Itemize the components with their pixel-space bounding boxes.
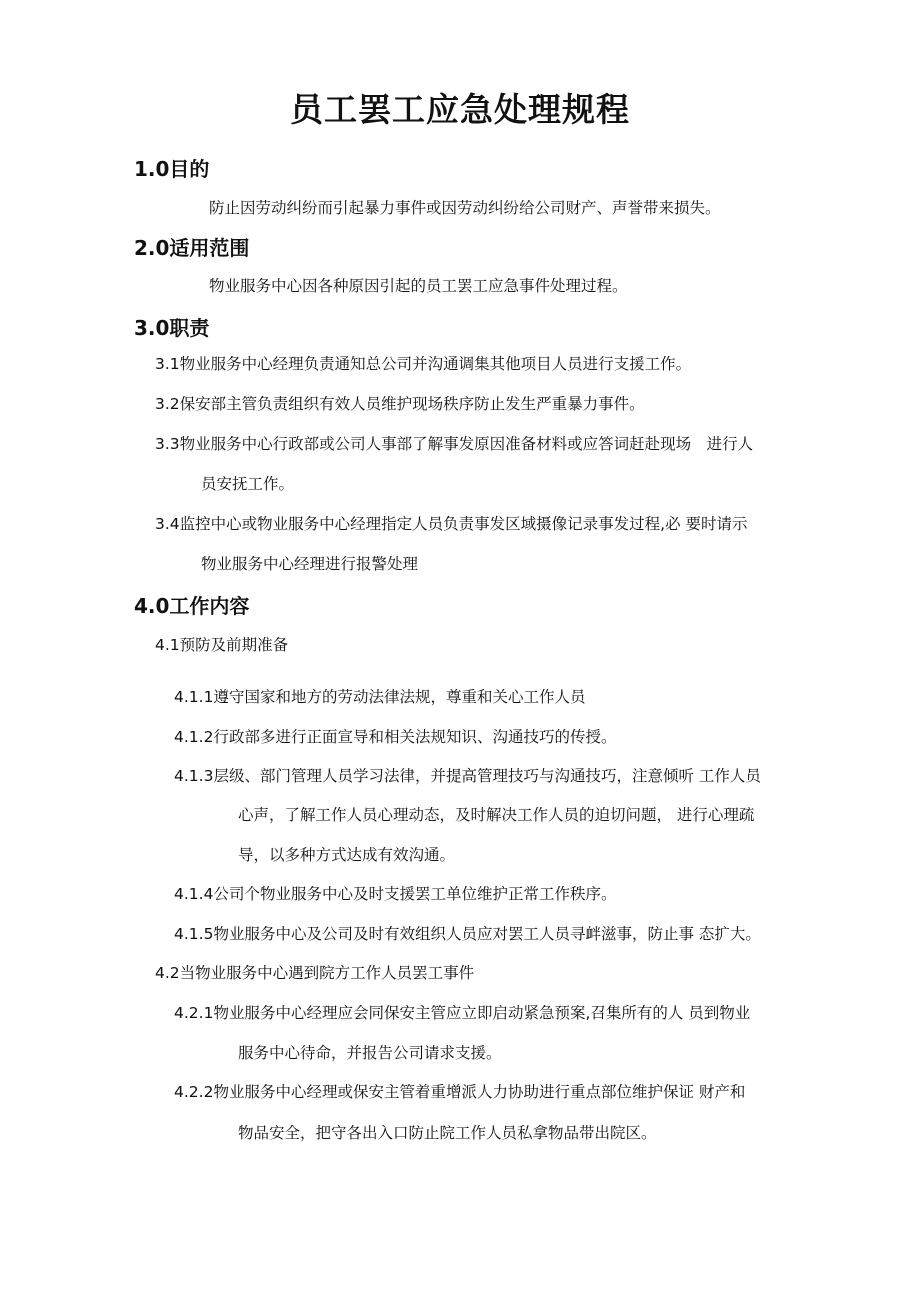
responsibility-item: 3.4监控中心或物业服务中心经理指定人员负责事发区域摄像记录事发过程,必 要时请示 (155, 515, 748, 533)
work-item-continued: 物品安全，把守各出入口防止院工作人员私拿物品带出院区。 (238, 1124, 657, 1142)
responsibility-item-continued: 物业服务中心经理进行报警处理 (201, 555, 419, 573)
work-item-continued: 服务中心待命，并报告公司请求支援。 (238, 1044, 502, 1062)
purpose-text: 防止因劳动纠纷而引起暴力事件或因劳动纠纷给公司财产、声誉带来损失。 (209, 199, 721, 217)
work-item: 4.2.2物业服务中心经理或保安主管着重增派人力协助进行重点部位维护保证 财产和 (174, 1083, 746, 1101)
work-item: 4.1.2行政部多进行正面宣导和相关法规知识、沟通技巧的传授。 (174, 728, 617, 746)
work-item: 4.1.4公司个物业服务中心及时支援罢工单位维护正常工作秩序。 (174, 885, 617, 903)
work-item: 4.1.1遵守国家和地方的劳动法律法规，尊重和关心工作人员 (174, 688, 586, 706)
responsibility-item-continued: 员安抚工作。 (201, 475, 295, 493)
work-item-continued: 导，以多种方式达成有效沟通。 (238, 846, 456, 864)
work-item-continued: 心声，了解工作人员心理动态，及时解决工作人员的迫切问题， 进行心理疏 (238, 806, 755, 824)
work-item: 4.1.3层级、部门管理人员学习法律，并提高管理技巧与沟通技巧，注意倾听 工作人员 (174, 767, 761, 785)
subsection-heading: 4.2当物业服务中心遇到院方工作人员罢工事件 (155, 964, 475, 982)
section-heading-responsibilities: 3.0职责 (134, 316, 210, 340)
section-heading-work-content: 4.0工作内容 (134, 594, 250, 618)
section-heading-scope: 2.0适用范围 (134, 236, 250, 260)
work-item: 4.1.5物业服务中心及公司及时有效组织人员应对罢工人员寻衅滋事，防止事 态扩大。 (174, 925, 761, 943)
responsibility-item: 3.1物业服务中心经理负责通知总公司并沟通调集其他项目人员进行支援工作。 (155, 355, 692, 373)
document-title: 员工罢工应急处理规程 (290, 90, 630, 129)
subsection-heading: 4.1预防及前期准备 (155, 636, 289, 654)
responsibility-item: 3.2保安部主管负责组织有效人员维护现场秩序防止发生严重暴力事件。 (155, 395, 645, 413)
scope-text: 物业服务中心因各种原因引起的员工罢工应急事件处理过程。 (209, 277, 628, 295)
section-heading-purpose: 1.0目的 (134, 157, 210, 181)
responsibility-item: 3.3物业服务中心行政部或公司人事部了解事发原因准备材料或应答词赶赴现场 进行人 (155, 435, 754, 453)
work-item: 4.2.1物业服务中心经理应会同保安主管应立即启动紧急预案,召集所有的人 员到物业 (174, 1004, 751, 1022)
